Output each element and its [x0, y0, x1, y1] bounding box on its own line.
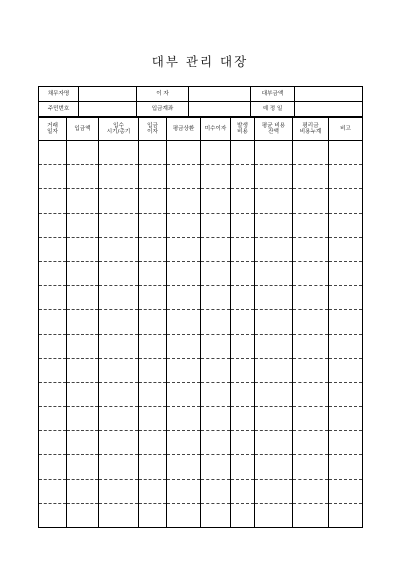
ledger-cell[interactable]	[39, 261, 67, 285]
ledger-cell[interactable]	[293, 237, 329, 261]
ledger-row	[39, 382, 363, 406]
debtor-name-value[interactable]	[79, 87, 137, 102]
ledger-cell[interactable]	[39, 141, 67, 165]
ledger-cell[interactable]	[293, 358, 329, 382]
ledger-cell[interactable]	[231, 310, 255, 334]
ledger-cell[interactable]	[67, 431, 99, 455]
ledger-cell[interactable]	[39, 213, 67, 237]
ledger-cell[interactable]	[231, 334, 255, 358]
ledger-cell[interactable]	[67, 479, 99, 503]
ledger-cell[interactable]	[293, 261, 329, 285]
page-title: 대부 관리 대장	[151, 54, 249, 69]
ledger-cell[interactable]	[201, 261, 231, 285]
col-header-receipt-period: 입수 시기/총기	[99, 118, 139, 141]
ledger-cell[interactable]	[231, 503, 255, 527]
ledger-cell[interactable]	[139, 431, 167, 455]
col-header-incurred-cost: 발생 비용	[231, 118, 255, 141]
ledger-cell[interactable]	[39, 479, 67, 503]
ledger-cell[interactable]	[139, 382, 167, 406]
ledger-row	[39, 479, 363, 503]
ledger-cell[interactable]	[293, 407, 329, 431]
info-row-2	[39, 102, 363, 117]
ledger-cell[interactable]	[67, 165, 99, 189]
col-header-remarks: 비고	[329, 118, 363, 141]
ledger-cell[interactable]	[201, 431, 231, 455]
ledger-cell[interactable]	[329, 503, 363, 527]
scheduled-date-value[interactable]	[295, 102, 363, 117]
ledger-row	[39, 165, 363, 189]
ledger-cell[interactable]	[329, 455, 363, 479]
ledger-cell[interactable]	[329, 286, 363, 310]
ledger-cell[interactable]	[99, 503, 139, 527]
interest-value[interactable]	[189, 87, 251, 102]
scheduled-date-label: 예 정 일	[251, 102, 295, 117]
ledger-cell[interactable]	[255, 189, 293, 213]
ledger-cell[interactable]	[139, 455, 167, 479]
ledger-cell[interactable]	[99, 310, 139, 334]
ledger-cell[interactable]	[255, 455, 293, 479]
ledger-cell[interactable]	[139, 141, 167, 165]
ledger-body	[39, 141, 363, 528]
ledger-cell[interactable]	[201, 382, 231, 406]
ledger-cell[interactable]	[139, 358, 167, 382]
ledger-cell[interactable]	[99, 479, 139, 503]
ledger-cell[interactable]	[99, 382, 139, 406]
ledger-table	[38, 117, 363, 528]
ledger-cell[interactable]	[201, 334, 231, 358]
ledger-cell[interactable]	[293, 189, 329, 213]
ledger-cell[interactable]	[99, 407, 139, 431]
col-header-unpaid-interest: 미수이자	[201, 118, 231, 141]
ledger-cell[interactable]	[329, 407, 363, 431]
ledger-cell[interactable]	[67, 310, 99, 334]
ledger-cell[interactable]	[67, 382, 99, 406]
ledger-cell[interactable]	[139, 310, 167, 334]
resident-number-label: 주민번호	[39, 102, 79, 117]
ledger-header-row	[39, 118, 363, 141]
ledger-cell[interactable]	[293, 286, 329, 310]
ledger-cell[interactable]	[201, 455, 231, 479]
ledger-cell[interactable]	[167, 213, 201, 237]
ledger-cell[interactable]	[99, 141, 139, 165]
ledger-cell[interactable]	[67, 261, 99, 285]
ledger-cell[interactable]	[255, 261, 293, 285]
ledger-row	[39, 261, 363, 285]
col-header-deposit-amount: 입금액	[67, 118, 99, 141]
ledger-cell[interactable]	[201, 189, 231, 213]
ledger-cell[interactable]	[255, 213, 293, 237]
ledger-cell[interactable]	[231, 358, 255, 382]
ledger-cell[interactable]	[139, 213, 167, 237]
ledger-cell[interactable]	[293, 382, 329, 406]
ledger-cell[interactable]	[39, 382, 67, 406]
ledger-cell[interactable]	[231, 165, 255, 189]
ledger-cell[interactable]	[99, 455, 139, 479]
ledger-cell[interactable]	[167, 431, 201, 455]
ledger-cell[interactable]	[231, 407, 255, 431]
ledger-cell[interactable]	[255, 141, 293, 165]
ledger-cell[interactable]	[255, 286, 293, 310]
ledger-cell[interactable]	[67, 141, 99, 165]
ledger-row	[39, 286, 363, 310]
ledger-cell[interactable]	[39, 165, 67, 189]
info-row-1	[39, 87, 363, 102]
ledger-cell[interactable]	[201, 358, 231, 382]
ledger-cell[interactable]	[39, 189, 67, 213]
ledger-cell[interactable]	[255, 237, 293, 261]
ledger-cell[interactable]	[167, 141, 201, 165]
ledger-row	[39, 503, 363, 527]
ledger-cell[interactable]	[329, 141, 363, 165]
ledger-cell[interactable]	[329, 261, 363, 285]
debtor-name-label: 채무자명	[39, 87, 79, 102]
ledger-cell[interactable]	[139, 479, 167, 503]
ledger-cell[interactable]	[139, 189, 167, 213]
ledger-cell[interactable]	[293, 310, 329, 334]
borrower-info-table	[38, 86, 363, 117]
ledger-cell[interactable]	[231, 479, 255, 503]
ledger-cell[interactable]	[255, 382, 293, 406]
ledger-cell[interactable]	[201, 407, 231, 431]
ledger-cell[interactable]	[39, 431, 67, 455]
ledger-cell[interactable]	[167, 237, 201, 261]
loan-amount-value[interactable]	[295, 87, 363, 102]
ledger-cell[interactable]	[167, 165, 201, 189]
ledger-cell[interactable]	[293, 213, 329, 237]
ledger-cell[interactable]	[255, 503, 293, 527]
ledger-cell[interactable]	[67, 213, 99, 237]
ledger-cell[interactable]	[67, 189, 99, 213]
resident-number-value[interactable]	[79, 102, 137, 117]
ledger-cell[interactable]	[139, 286, 167, 310]
ledger-cell[interactable]	[201, 213, 231, 237]
col-header-deposit-interest: 입금 이자	[139, 118, 167, 141]
ledger-cell[interactable]	[201, 141, 231, 165]
ledger-cell[interactable]	[67, 455, 99, 479]
col-header-cumulative-cost: 평리금 비용누계	[293, 118, 329, 141]
ledger-cell[interactable]	[329, 189, 363, 213]
ledger-cell[interactable]	[139, 503, 167, 527]
ledger-cell[interactable]	[67, 286, 99, 310]
ledger-cell[interactable]	[201, 479, 231, 503]
ledger-cell[interactable]	[39, 286, 67, 310]
ledger-row	[39, 455, 363, 479]
ledger-cell[interactable]	[139, 407, 167, 431]
ledger-cell[interactable]	[255, 431, 293, 455]
loan-amount-label: 대부금액	[251, 87, 295, 102]
ledger-cell[interactable]	[99, 237, 139, 261]
ledger-cell[interactable]	[255, 479, 293, 503]
ledger-row	[39, 334, 363, 358]
ledger-cell[interactable]	[231, 189, 255, 213]
ledger-cell[interactable]	[231, 237, 255, 261]
ledger-row	[39, 431, 363, 455]
ledger-row	[39, 310, 363, 334]
ledger-row	[39, 141, 363, 165]
ledger-row	[39, 213, 363, 237]
interest-label: 이 자	[137, 87, 189, 102]
ledger-cell[interactable]	[167, 189, 201, 213]
ledger-cell[interactable]	[139, 237, 167, 261]
ledger-cell[interactable]	[99, 165, 139, 189]
ledger-cell[interactable]	[231, 141, 255, 165]
ledger-cell[interactable]	[99, 213, 139, 237]
ledger-cell[interactable]	[99, 261, 139, 285]
ledger-row	[39, 407, 363, 431]
ledger-cell[interactable]	[167, 407, 201, 431]
ledger-cell[interactable]	[99, 431, 139, 455]
ledger-cell[interactable]	[231, 286, 255, 310]
ledger-cell[interactable]	[255, 407, 293, 431]
col-header-cost-balance: 평균 비용 잔액	[255, 118, 293, 141]
ledger-cell[interactable]	[99, 286, 139, 310]
deposit-account-label: 입금계좌	[137, 102, 189, 117]
ledger-cell[interactable]	[329, 382, 363, 406]
ledger-cell[interactable]	[201, 165, 231, 189]
ledger-cell[interactable]	[329, 479, 363, 503]
ledger-cell[interactable]	[39, 237, 67, 261]
ledger-cell[interactable]	[231, 261, 255, 285]
ledger-cell[interactable]	[255, 165, 293, 189]
ledger-cell[interactable]	[231, 382, 255, 406]
ledger-cell[interactable]	[39, 334, 67, 358]
ledger-cell[interactable]	[167, 503, 201, 527]
ledger-cell[interactable]	[231, 455, 255, 479]
ledger-cell[interactable]	[293, 455, 329, 479]
ledger-cell[interactable]	[231, 213, 255, 237]
ledger-cell[interactable]	[167, 334, 201, 358]
ledger-cell[interactable]	[293, 431, 329, 455]
ledger-cell[interactable]	[67, 407, 99, 431]
col-header-date: 거래 일자	[39, 118, 67, 141]
ledger-cell[interactable]	[255, 334, 293, 358]
ledger-cell[interactable]	[167, 261, 201, 285]
ledger-cell[interactable]	[99, 189, 139, 213]
ledger-row	[39, 358, 363, 382]
ledger-cell[interactable]	[67, 237, 99, 261]
ledger-cell[interactable]	[139, 165, 167, 189]
ledger-cell[interactable]	[201, 503, 231, 527]
ledger-cell[interactable]	[329, 431, 363, 455]
ledger-cell[interactable]	[39, 503, 67, 527]
ledger-cell[interactable]	[329, 165, 363, 189]
ledger-cell[interactable]	[201, 286, 231, 310]
ledger-cell[interactable]	[329, 334, 363, 358]
ledger-cell[interactable]	[167, 286, 201, 310]
ledger-cell[interactable]	[231, 431, 255, 455]
ledger-cell[interactable]	[329, 358, 363, 382]
ledger-cell[interactable]	[139, 334, 167, 358]
ledger-cell[interactable]	[167, 455, 201, 479]
ledger-cell[interactable]	[39, 310, 67, 334]
ledger-cell[interactable]	[139, 261, 167, 285]
ledger-cell[interactable]	[67, 334, 99, 358]
ledger-cell[interactable]	[293, 141, 329, 165]
ledger-cell[interactable]	[67, 503, 99, 527]
ledger-cell[interactable]	[167, 382, 201, 406]
ledger-cell[interactable]	[293, 165, 329, 189]
ledger-cell[interactable]	[99, 334, 139, 358]
ledger-cell[interactable]	[201, 237, 231, 261]
ledger-cell[interactable]	[255, 310, 293, 334]
ledger-cell[interactable]	[99, 358, 139, 382]
ledger-cell[interactable]	[293, 479, 329, 503]
ledger-cell[interactable]	[329, 237, 363, 261]
ledger-cell[interactable]	[39, 407, 67, 431]
ledger-cell[interactable]	[255, 358, 293, 382]
deposit-account-value[interactable]	[189, 102, 251, 117]
ledger-cell[interactable]	[167, 358, 201, 382]
ledger-cell[interactable]	[167, 479, 201, 503]
ledger-cell[interactable]	[67, 358, 99, 382]
ledger-cell[interactable]	[201, 310, 231, 334]
ledger-cell[interactable]	[329, 310, 363, 334]
ledger-cell[interactable]	[39, 358, 67, 382]
ledger-cell[interactable]	[293, 503, 329, 527]
ledger-cell[interactable]	[39, 455, 67, 479]
ledger-cell[interactable]	[293, 334, 329, 358]
col-header-principal-repayment: 평금상환	[167, 118, 201, 141]
ledger-cell[interactable]	[167, 310, 201, 334]
ledger-row	[39, 237, 363, 261]
ledger-cell[interactable]	[329, 213, 363, 237]
ledger-row	[39, 189, 363, 213]
